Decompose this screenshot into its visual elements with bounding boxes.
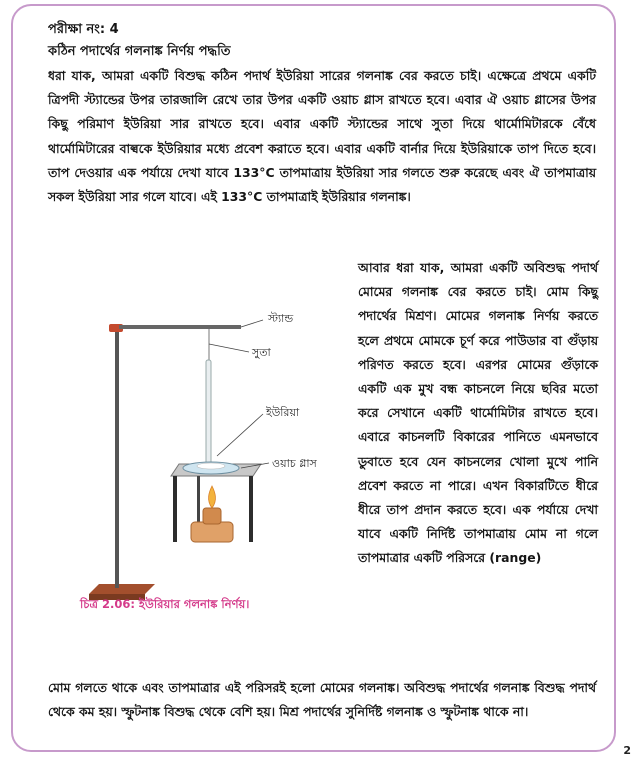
stand-arm [119, 325, 241, 329]
label-watch-glass: ওয়াচ গ্লাস [271, 455, 318, 474]
paragraph-urea-method: ধরা যাক, আমরা একটি বিশুদ্ধ কঠিন পদার্থ ইউরিয়া সারের গলনাঙ্ক বের করতে চাই। এক্ষেত্রে প্রথমে একটি ত্রিপদী স্ট্যান্ডের উপর তারজালি রেখে তার উপর একটি ওয়াচ গ্লাস রাখতে হবে। এবার ঐ ওয়াচ গ্লাসের উপর কিছু পরিমাণ ইউরিয়া সার রাখতে হবে। এবার একটি স্ট্যান্ডের সাথে সুতা দিয়ে থার্মোমিটারকে বেঁধে থার্মোমিটারের বাল্বকে ইউরিয়ার মধ্যে প্রবেশ করাতে হবে। এবার একটি বার্নার দিয়ে ইউরিয়াকে তাপ দিতে হবে। তাপ দেওয়ার এক পর্যায়ে দেখা যাবে 133°C তাপমাত্রায় ইউরিয়া সার গলতে শুরু করেছে এবং ঐ তাপমাত্রায় সকল ইউরিয়া সার গলে যাবে। এই 133°C তাপমাত্রাই ইউরিয়ার গলনাঙ্ক। [48, 68, 596, 205]
paragraph-conclusion: মোম গলতে থাকে এবং তাপমাত্রার এই পরিসরই হলো মোমের গলনাঙ্ক। অবিশুদ্ধ পদার্থের গলনাঙ্ক বিশুদ্ধ পদার্থ থেকে কম হয়। স্ফুটনাঙ্ক বিশুদ্ধ থেকে বেশি হয়। মিশ্র পদার্থের সুনির্দিষ্ট গলনাঙ্ক ও স্ফুটনাঙ্ক থাকে না। [48, 680, 596, 720]
burner-neck [203, 508, 221, 524]
experiment-number: পরীক্ষা নং: 4 [48, 22, 119, 37]
leader-thread [209, 344, 249, 352]
tripod-leg-left [173, 476, 177, 542]
figure-caption: চিত্র 2.06: ইউরিয়ার গলনাঙ্ক নির্ণয়। [80, 597, 250, 611]
section-title: কঠিন পদার্থের গলনাঙ্ক নির্ণয় পদ্ধতি [48, 44, 231, 59]
stand-base-top [89, 584, 155, 594]
label-thread: সুতা [251, 344, 272, 363]
page-number: 2 [623, 744, 631, 757]
label-stand: স্ট্যান্ড [267, 310, 294, 329]
paragraph-wax-method: আবার ধরা যাক, আমরা একটি অবিশুদ্ধ পদার্থ মোমের গলনাঙ্ক বের করতে চাই। মোম কিছু পদার্থের মিশ্রণ। মোমের গলনাঙ্ক নির্ণয় করতে হলে প্রথমে মোমকে চূর্ণ করে পাউডার বা গুঁড়ায় পরিণত করতে হবে। এরপর মোমের গুঁড়াকে একটি এক মুখ বন্ধ কাচনলে নিয়ে ছবির মতো করে সেখানে একটি থার্মোমিটার রাখতে হবে। এবারে কাচনলটি বিকারের পানিতে এমনভাবে ডুবাতে হবে যেন কাচনলের খোলা মুখে পানি প্রবেশ করতে না পারে। এখন বিকারটিতে ধীরে ধীরে তাপ প্রদান করতে হবে। এক পর্যায়ে দেখা যাবে একটি নির্দিষ্ট তাপমাত্রায় মোম না গলে তাপমাত্রার একটি পরিসরে (range) [358, 260, 598, 566]
leader-urea [217, 414, 263, 456]
leader-stand [241, 320, 263, 327]
urea-pile [197, 463, 225, 469]
stand-rod [115, 326, 119, 588]
tripod-leg-right [249, 476, 253, 542]
burner-body [191, 522, 233, 542]
flame-shape [209, 486, 216, 508]
thermometer [206, 360, 211, 470]
urea-melting-point-figure [85, 296, 347, 614]
label-urea: ইউরিয়া [265, 404, 300, 423]
